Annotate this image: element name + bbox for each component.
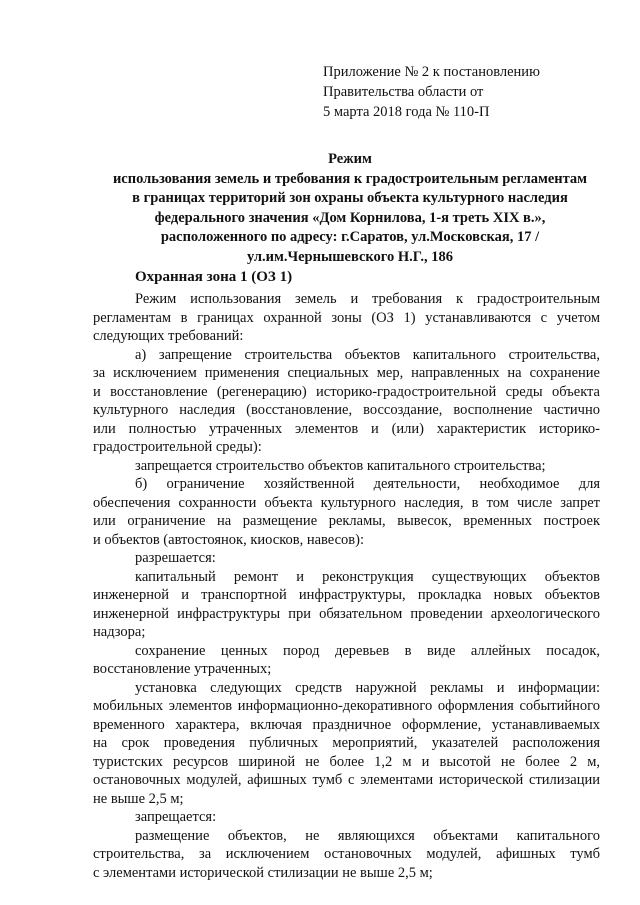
body-line: за исключением применения специальных мер, направленных на сохранение <box>93 365 600 381</box>
appendix-line: Приложение № 2 к постановлению <box>323 64 540 80</box>
body-line: временного характера, включая праздничное оформление, устанавливаемых <box>93 716 600 733</box>
title-line: ул.им.Чернышевского Н.Г., 186 <box>246 248 454 265</box>
body-line: б) ограничение хозяйственной деятельности, необходимое для <box>135 476 600 492</box>
body-line: культурного наследия (восстановление, воссоздание, восполнение частично <box>93 402 600 418</box>
body-line: запрещается: <box>135 809 217 825</box>
body-line: разрешается: <box>135 550 216 566</box>
document-body <box>93 290 600 882</box>
appendix-line: Правительства области от <box>323 84 484 100</box>
body-line: остановочных модулей, афишных тумб с элементами исторической стилизации <box>93 772 600 788</box>
body-line: туристских ресурсов шириной не более 1,2 м и высотой не более 2 м, <box>93 753 600 770</box>
body-line: капитальный ремонт и реконструкция существующих объектов <box>135 568 600 585</box>
body-line: регламентам в границах охранной зоны (ОЗ 1) устанавливаются с учетом <box>93 309 600 326</box>
body-line: или ограничение на размещение рекламы, вывесок, временных построек <box>93 513 600 529</box>
body-line: строительства, за исключением остановочных модулей, афишных тумб <box>93 846 600 862</box>
body-line: инженерной инфраструктуры при обязательном проведении археологического <box>93 605 600 622</box>
body-line: надзора; <box>93 624 146 640</box>
title-line: федерального значения «Дом Корнилова, 1-я треть XIX в.», <box>154 209 546 226</box>
body-line: градостроительной среды): <box>93 439 262 455</box>
title-line: использования земель и требования к градостроительным регламентам <box>112 170 588 187</box>
body-line: мобильных элементов информационно-декоративного оформления событийного <box>93 698 600 714</box>
appendix-note <box>323 62 540 122</box>
body-line: не выше 2,5 м; <box>93 790 184 807</box>
zone-heading: Охранная зона 1 (ОЗ 1) <box>135 269 293 285</box>
body-line: и объектов (автостоянок, киосков, навесов): <box>93 531 364 548</box>
title-line: расположенного по адресу: г.Саратов, ул.Московская, 17 / <box>160 229 540 245</box>
body-line: размещение объектов, не являющихся объектами капитального <box>135 827 600 844</box>
body-line: а) запрещение строительства объектов капитального строительства, <box>135 346 600 363</box>
body-line: запрещается строительство объектов капитального строительства; <box>135 457 546 474</box>
title-line: в границах территорий зон охраны объекта культурного наследия <box>132 190 568 206</box>
title-line: Режим <box>328 151 372 167</box>
body-line: с элементами исторической стилизации не выше 2,5 м; <box>93 864 433 881</box>
body-line: на срок проведения публичных мероприятий, указателей расположения <box>93 735 600 751</box>
body-line: сохранение ценных пород деревьев в виде аллейных посадок, <box>135 642 600 659</box>
body-line: инженерной и транспортной инфраструктуры, прокладка новых объектов <box>93 587 600 603</box>
body-line: и восстановление (регенерацию) историко-градостроительной среды объекта <box>93 383 600 400</box>
body-line: следующих требований: <box>93 328 244 344</box>
document-title <box>90 150 610 267</box>
body-line: восстановление утраченных; <box>93 661 272 677</box>
body-line: или полностью утраченных элементов и (или) характеристик историко- <box>93 420 600 437</box>
body-line: обеспечения сохранности объекта культурного наследия, в том числе запрет <box>93 494 600 511</box>
appendix-line: 5 марта 2018 года № 110-П <box>323 104 490 120</box>
body-line: установка следующих средств наружной рекламы и информации: <box>135 679 600 696</box>
body-line: Режим использования земель и требования к градостроительным <box>135 291 600 307</box>
